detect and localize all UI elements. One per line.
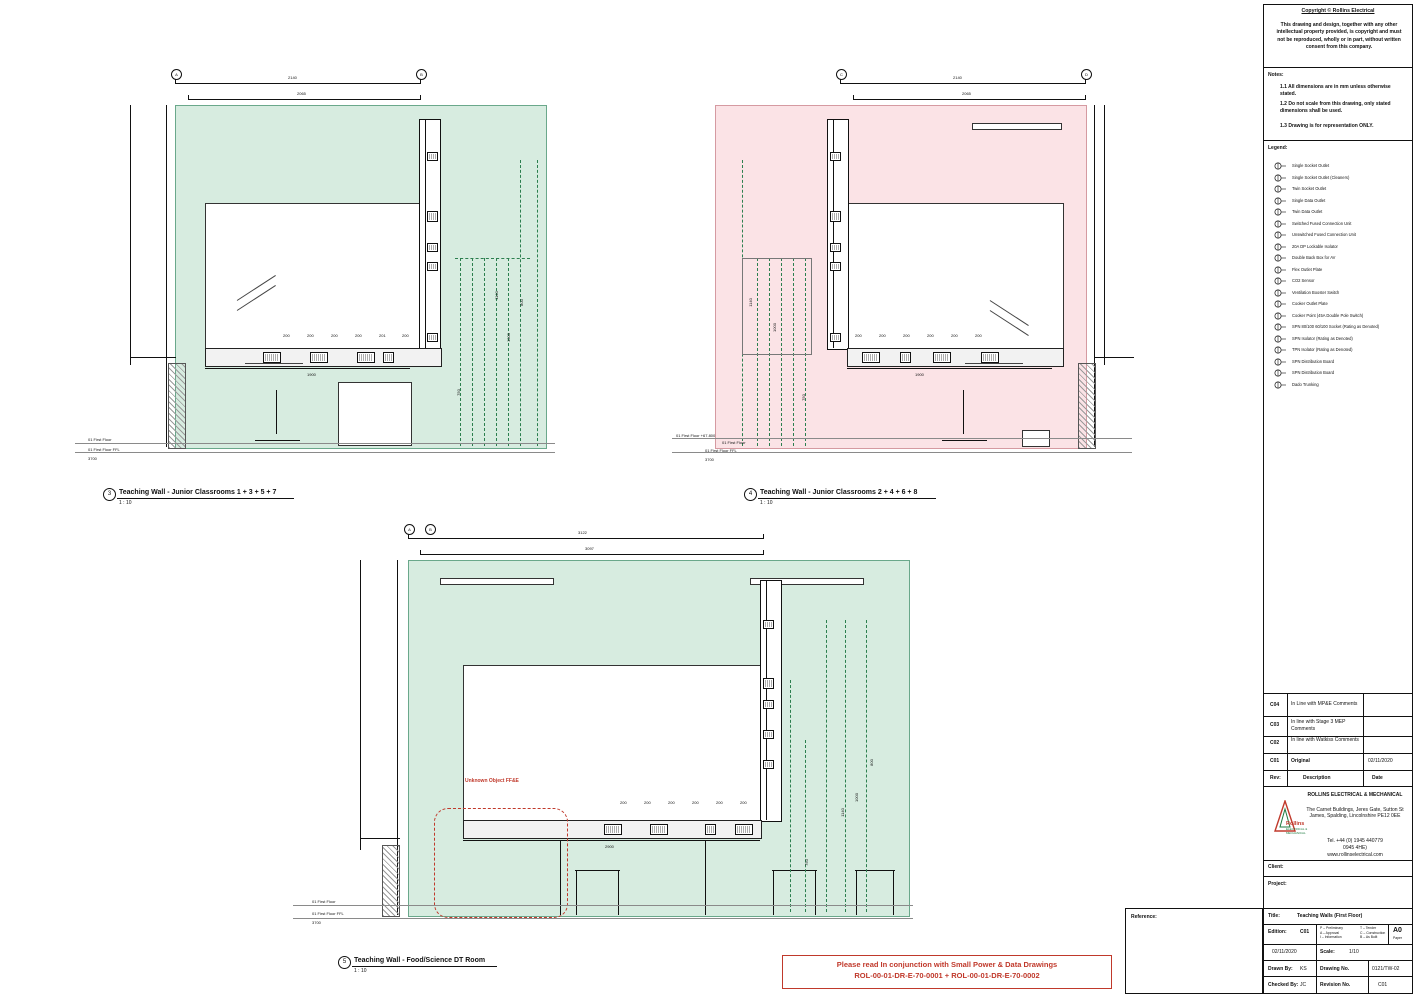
legend-list bbox=[1268, 160, 1411, 390]
company-name: ROLLINS ELECTRICAL & MECHANICAL bbox=[1307, 792, 1403, 798]
co2-sensor-icon bbox=[1274, 277, 1287, 285]
legend-label: Ventilation Booster Switch bbox=[1292, 289, 1340, 295]
company-phone2: 0945 4HE) bbox=[1343, 845, 1367, 851]
riser-outlet bbox=[763, 620, 774, 629]
twin-socket bbox=[604, 824, 622, 835]
legend-row bbox=[1268, 310, 1411, 322]
whiteboard bbox=[847, 203, 1064, 350]
single-socket-outlet-cleaners-icon bbox=[1274, 174, 1287, 182]
note-item-3: 1.3 Drawing is for representation ONLY. bbox=[1280, 123, 1374, 129]
legend-heading: Legend: bbox=[1268, 145, 1288, 151]
rev-col-desc: Description bbox=[1303, 775, 1331, 781]
legend-row bbox=[1268, 195, 1411, 207]
data-outlet bbox=[900, 352, 911, 363]
notes-heading: Notes: bbox=[1268, 72, 1284, 78]
ffe-annotation: Unknown Object FF&E bbox=[465, 778, 519, 784]
legend-row bbox=[1268, 275, 1411, 287]
rev-4-desc: In Line with MP&E Comments bbox=[1291, 701, 1358, 707]
revision-no-label: Revision No. bbox=[1320, 982, 1351, 988]
spn-distribution-board-icon bbox=[1274, 358, 1287, 366]
data-outlet bbox=[383, 352, 394, 363]
scale-label: Scale: bbox=[1320, 949, 1335, 955]
switched-fused-connection-unit-icon bbox=[1274, 220, 1287, 228]
ffe-outline bbox=[434, 808, 568, 918]
light-fitting bbox=[440, 578, 554, 585]
rev-col-date: Date bbox=[1372, 775, 1383, 781]
dim-overall-inner: 2065 bbox=[962, 91, 971, 96]
wall-hatch bbox=[168, 363, 186, 449]
drawing-sheet: 2140 2065 A B 200 200 200 200 201 200 1900 1140 1000 750 800 01 First Floor 01 First Floor FFL 3700 3 Teaching Wall - Junior Classrooms 1 + 3 + 5 + 7 1 : 10 2140 2065 C D 200 200 200 200 200 200 1900 1140 1000 750 01 First Floor +67.800 01 First Floor 01 First Floor FFL 3700 4 Teaching Wall - Junior Classrooms 2 + 4 + 6 + 8 1 : 10 3122 3097 A B 200 200 200 200 200 200 2900 Unknown Object FF&E 1140 1000 750 800 01 First Floor 01 First Floor FFL 3700 5 Teaching Wall - Food/Science DT Room 1 : 10 Please read In conjunction with Small Power & Data Drawings ROL-00-01-DR-E-70-0001 + ROL-00-01-DR-E-70-0002 Copyright © Rollins Electrical This drawing and design, together with any other intellectual property provided, is copyright and must not be reproduced, wholly or in part, without written consent from this company. Notes: 1.1 All dimensions are in mm unless otherwise stated. 1.2 Do not scale from this drawing, only stated dimensions shall be used. 1.3 Drawing is for representation ONLY. Legend: Single Socket Outlet Single Socket Outlet (Cleaners) Twin Socket Outlet Single Data Outlet Twin Data Outlet Switched Fused Connection Unit Unswitched Fused Connection Unit 20A DP Lockable Isolator Double Back Box for AV Flex Outlet Plate CO2 Sensor Ventilation Booster Switch Cooker Outlet Plate Cooker Point (45A Double Pole Switch) SPN 80/100 60/100 Socket (Rating as Denoted) SPN Isolator (Rating as Denoted) TPN Isolator (Rating as Denoted) SPN Distribution Board SPN Distribution Board Dado Trunking C04 In Line with MP&E Comments C03 In line with Stage 3 MEP Comments C02 In line with Watkiss Comments C01 Original 02/11/2020 Rev: Description Date ROLLINS ELECTRICAL & MECHANICAL The Carnet Buildings, Jeres Gate, Sutton St James, Spalding, Lincolnshire PE12 0EE Tel. +44 (0) 1945 440779 0945 4HE) www.rollinselectrical.com Rollins ELECTRICAL & MECHANICAL Client: Project: Reference: Title: Teaching Walls (First Floor) Edition: C01 P – Preliminary A – Approval I – Information T – Tender C – Construction B – As Built A0 Paper 02/11/2020 Scale: 1/10 Drawn By: KS Drawing No. 0121/TW-02 Checked By: JC Revision No. C01 bbox=[0, 0, 1417, 998]
paper-label: Paper bbox=[1393, 936, 1403, 940]
legend-row bbox=[1268, 333, 1411, 345]
edition-value: C01 bbox=[1300, 929, 1310, 935]
project-label: Project: bbox=[1268, 881, 1287, 887]
dim-overall-top: 3122 bbox=[578, 530, 587, 535]
spn-isolator-rating-icon bbox=[1274, 335, 1287, 343]
riser-outlet bbox=[763, 700, 774, 709]
legend-row bbox=[1268, 252, 1411, 264]
riser-outlet bbox=[427, 333, 438, 342]
riser-outlet bbox=[427, 152, 438, 161]
legend-label: Double Back Box for AV bbox=[1292, 255, 1336, 260]
legend-label: TPN Isolator (Rating as Denoted) bbox=[1292, 347, 1353, 352]
legend-row bbox=[1268, 218, 1411, 230]
legend-label: Cooker Outlet Plate bbox=[1292, 301, 1328, 306]
riser-outlet bbox=[763, 760, 774, 769]
spn-isolator-icon bbox=[1274, 323, 1287, 331]
rev-4-id: C04 bbox=[1270, 702, 1280, 708]
legend-label: Dado Trunking bbox=[1292, 381, 1319, 387]
twin-socket bbox=[981, 352, 999, 363]
edition-label: Edition: bbox=[1268, 929, 1287, 935]
grid-bubble-a: A bbox=[404, 524, 415, 535]
riser-outlet bbox=[427, 262, 438, 271]
single-socket-outlet-icon bbox=[1274, 162, 1287, 170]
20a-dp-lockable-isolator-icon bbox=[1274, 243, 1287, 251]
under-desk-unit bbox=[338, 382, 412, 446]
grid-bubble-d: D bbox=[1081, 69, 1092, 80]
rev-1-desc: Original bbox=[1291, 758, 1310, 764]
dim-worktop: 1900 bbox=[307, 372, 316, 377]
legend-label: Switched Fused Connection Unit bbox=[1292, 220, 1352, 226]
note-item-1: 1.1 All dimensions are in mm unless otherwise stated. bbox=[1280, 84, 1391, 98]
grid-bubble-b: B bbox=[425, 524, 436, 535]
dim-worktop: 2900 bbox=[605, 844, 614, 849]
legend-row bbox=[1268, 172, 1411, 184]
drawn-by-value: KS bbox=[1300, 966, 1307, 972]
twin-socket bbox=[933, 352, 951, 363]
legend-label: Flex Outlet Plate bbox=[1292, 266, 1323, 272]
light-fitting bbox=[972, 123, 1062, 130]
riser-outlet bbox=[427, 211, 438, 222]
legend-label: Twin Data Outlet bbox=[1292, 209, 1323, 214]
legend-label: SPN Distribution Board bbox=[1292, 370, 1335, 375]
twin-socket bbox=[650, 824, 668, 835]
logo-text: Rollins bbox=[1286, 821, 1305, 827]
legend-label: Unswitched Fused Connection Unit bbox=[1292, 232, 1356, 237]
floor-outlet-plate-icon bbox=[1274, 266, 1287, 274]
legend-label: 20A DP Lockable Isolator bbox=[1292, 243, 1338, 249]
whiteboard bbox=[205, 203, 422, 350]
title-value: Teaching Walls (First Floor) bbox=[1297, 913, 1363, 919]
twin-data-outlet-icon bbox=[1274, 208, 1287, 216]
view-4-scale: 1 : 10 bbox=[760, 500, 773, 506]
checked-by-value: JC bbox=[1300, 982, 1307, 988]
rev-3-desc: In line with Stage 3 MEP Comments bbox=[1291, 719, 1346, 732]
riser-outlet bbox=[830, 152, 841, 161]
riser-outlet bbox=[427, 243, 438, 252]
view-5-scale: 1 : 10 bbox=[354, 968, 367, 974]
footer-note bbox=[782, 955, 1112, 989]
tpn-distribution-board-icon bbox=[1274, 369, 1287, 377]
single-data-outlet-icon bbox=[1274, 197, 1287, 205]
paper-size: A0 bbox=[1393, 927, 1402, 934]
view-3-title: Teaching Wall - Junior Classrooms 1 + 3 + 5 + 7 bbox=[119, 489, 277, 496]
company-address: The Carnet Buildings, Jeres Gate, Sutton St James, Spalding, Lincolnshire PE12 0EE bbox=[1306, 807, 1404, 819]
legend-row bbox=[1268, 344, 1411, 356]
copyright-body: This drawing and design, together with any other intellectual property provided, is copyright and must not be reproduced, wholly or in part, without written consent from this company. bbox=[1276, 22, 1402, 50]
reference-label: Reference: bbox=[1131, 914, 1157, 920]
twin-socket bbox=[310, 352, 328, 363]
view-5-number: 5 bbox=[338, 956, 351, 969]
rev-col-rev: Rev: bbox=[1270, 775, 1281, 781]
riser-outlet bbox=[830, 211, 841, 222]
company-phone: Tel. +44 (0) 1945 440779 bbox=[1327, 838, 1383, 844]
twin-socket bbox=[735, 824, 753, 835]
legend-label: SPN Isolator (Rating as Denoted) bbox=[1292, 335, 1353, 341]
twin-socket bbox=[357, 352, 375, 363]
dim-overall-inner: 3097 bbox=[585, 546, 594, 551]
legend-label: CO2 Sensor bbox=[1292, 278, 1315, 283]
legend-label: SPN 80/100 60/100 Socket (Rating as Denoted) bbox=[1292, 324, 1380, 329]
client-label: Client: bbox=[1268, 864, 1284, 870]
legend-row bbox=[1268, 183, 1411, 195]
rev-3-id: C03 bbox=[1270, 722, 1280, 728]
rev-1-id: C01 bbox=[1270, 758, 1280, 764]
drawing-no-label: Drawing No. bbox=[1320, 966, 1350, 972]
legend-row bbox=[1268, 298, 1411, 310]
data-outlet bbox=[705, 824, 716, 835]
whiteboard bbox=[463, 665, 762, 822]
legend-label: Single Socket Outlet bbox=[1292, 163, 1330, 168]
tpn-isolator-icon bbox=[1274, 346, 1287, 354]
grid-bubble-a: A bbox=[171, 69, 182, 80]
view-4-number: 4 bbox=[744, 488, 757, 501]
checked-by-label: Checked By: bbox=[1268, 982, 1299, 988]
scale-value: 1/10 bbox=[1349, 949, 1359, 955]
twin-socket bbox=[862, 352, 880, 363]
cooker-outlet-plate-icon bbox=[1274, 300, 1287, 308]
reference-block bbox=[1125, 908, 1263, 994]
legend-row bbox=[1268, 160, 1411, 172]
legend-label: Single Data Outlet bbox=[1292, 197, 1326, 203]
riser-outlet bbox=[763, 678, 774, 689]
footer-note-line2: ROL-00-01-DR-E-70-0001 + ROL-00-01-DR-E-70-0002 bbox=[854, 971, 1040, 980]
dim-line-top bbox=[175, 83, 420, 84]
legend-row bbox=[1268, 379, 1411, 391]
date-value: 02/11/2020 bbox=[1272, 949, 1297, 955]
legend-row bbox=[1268, 241, 1411, 253]
legend-label: Single Socket Outlet (Cleaners) bbox=[1292, 174, 1350, 180]
unswitched-fused-connection-unit-icon bbox=[1274, 231, 1287, 239]
legend-row bbox=[1268, 356, 1411, 368]
view-3-number: 3 bbox=[103, 488, 116, 501]
note-item-2: 1.2 Do not scale from this drawing, only stated dimensions shall be used. bbox=[1280, 101, 1391, 115]
twin-socket-outlet-icon bbox=[1274, 185, 1287, 193]
view-4-title: Teaching Wall - Junior Classrooms 2 + 4 + 6 + 8 bbox=[760, 489, 918, 496]
copyright-heading: Copyright © Rollins Electrical bbox=[1301, 8, 1375, 14]
cooker-point-icon bbox=[1274, 312, 1287, 320]
legend-row bbox=[1268, 367, 1411, 379]
grid-bubble-b: B bbox=[416, 69, 427, 80]
grid-bubble-c: C bbox=[836, 69, 847, 80]
company-web: www.rollinselectrical.com bbox=[1327, 852, 1383, 858]
riser-outlet bbox=[830, 333, 841, 342]
rev-2-desc: In line with Watkiss Comments bbox=[1291, 737, 1359, 743]
twin-socket bbox=[263, 352, 281, 363]
double-back-box-av-icon bbox=[1274, 254, 1287, 262]
status-legend-right: T – Tender C – Construction B – As Built bbox=[1360, 926, 1386, 940]
dado-trunking-icon bbox=[1274, 381, 1287, 389]
wall-hatch bbox=[1078, 363, 1096, 449]
status-legend-left: P – Preliminary A – Approval I – Information bbox=[1320, 926, 1343, 940]
legend-label: Twin Socket Outlet bbox=[1292, 186, 1327, 191]
legend-row bbox=[1268, 206, 1411, 218]
riser-outlet bbox=[830, 243, 841, 252]
title-label: Title: bbox=[1268, 913, 1280, 919]
legend-label: Cooker Point (45A Double Pole Switch) bbox=[1292, 312, 1364, 318]
riser-outlet bbox=[830, 262, 841, 271]
dim-worktop: 1900 bbox=[915, 372, 924, 377]
revision-no-value: C01 bbox=[1378, 982, 1388, 988]
rev-2-id: C02 bbox=[1270, 740, 1280, 746]
dim-overall-top: 2140 bbox=[288, 75, 297, 80]
drawn-by-label: Drawn By: bbox=[1268, 966, 1293, 972]
dim-overall-inner: 2065 bbox=[297, 91, 306, 96]
view-3-scale: 1 : 10 bbox=[119, 500, 132, 506]
view-5-title: Teaching Wall - Food/Science DT Room bbox=[354, 957, 486, 964]
legend-row bbox=[1268, 264, 1411, 276]
footer-note-line1: Please read In conjunction with Small Power & Data Drawings bbox=[836, 960, 1058, 969]
legend-label: SPN Distribution Board bbox=[1292, 358, 1335, 364]
wall-hatch bbox=[382, 845, 400, 917]
ventilation-booster-switch-icon bbox=[1274, 289, 1287, 297]
legend-row bbox=[1268, 229, 1411, 241]
legend-row bbox=[1268, 287, 1411, 299]
rev-1-date: 02/11/2020 bbox=[1368, 758, 1393, 764]
drawing-no-value: 0121/TW-02 bbox=[1372, 966, 1400, 972]
logo-subtext: ELECTRICAL & MECHANICAL bbox=[1286, 827, 1308, 835]
legend-row bbox=[1268, 321, 1411, 333]
dim-overall-top: 2140 bbox=[953, 75, 962, 80]
riser-outlet bbox=[763, 730, 774, 739]
